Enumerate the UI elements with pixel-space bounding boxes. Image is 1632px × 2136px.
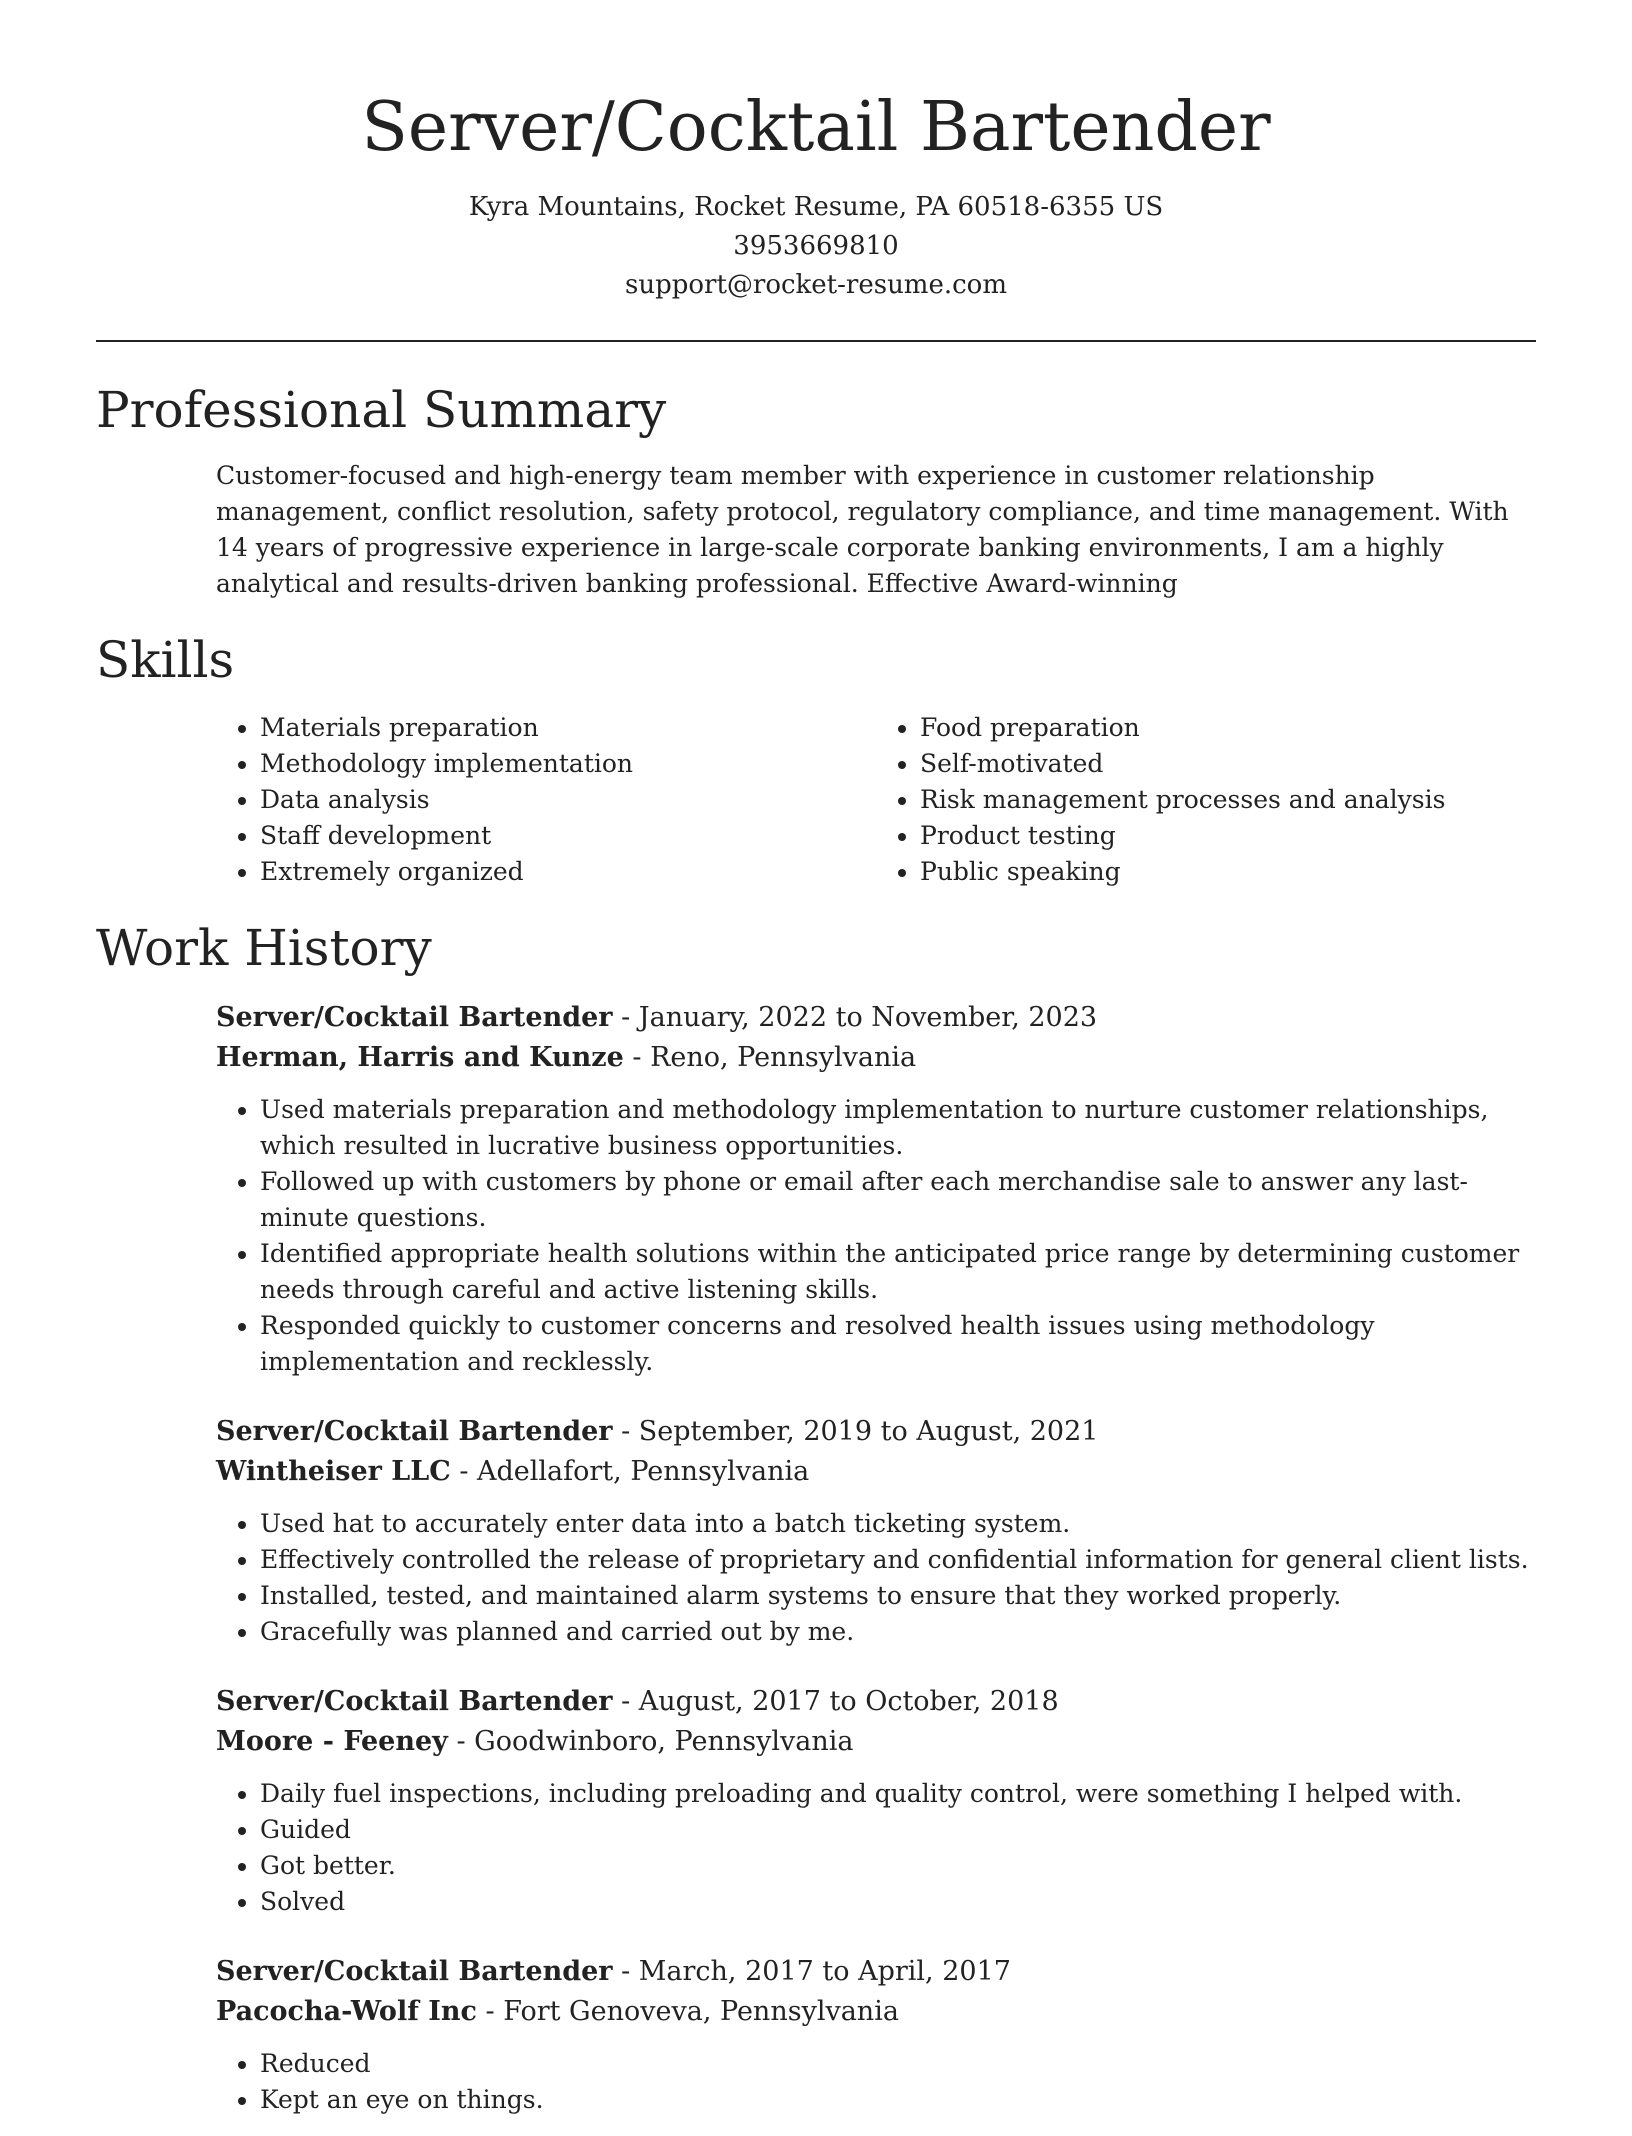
resume-header <box>96 0 1536 305</box>
job-company: Moore - Feeney <box>216 1726 448 1757</box>
job-dates: - August, 2017 to October, 2018 <box>612 1686 1059 1717</box>
skills-list-left <box>216 710 876 890</box>
summary-section <box>96 378 1536 602</box>
skills-list-right <box>876 710 1536 890</box>
email-text: support@rocket-resume.com <box>624 270 1007 300</box>
skills-section <box>96 628 1536 890</box>
job-location: - Fort Genoveva, Pennsylvania <box>476 1996 899 2027</box>
job-title-line <box>216 1412 1536 1452</box>
job-bullet: • Gracefully was planned and carried out by me. <box>260 1614 1536 1650</box>
job-bullet: • Followed up with customers by phone or email after each merchandise sale to answer any last-minute questions. <box>260 1164 1536 1236</box>
job-location: - Reno, Pennsylvania <box>623 1042 917 1073</box>
job-bullet: • Installed, tested, and maintained alarm systems to ensure that they worked properly. <box>260 1578 1536 1614</box>
job-company-line <box>216 1452 1536 1492</box>
skill-item: • Methodology implementation <box>260 746 876 782</box>
skill-item: • Risk management processes and analysis <box>920 782 1536 818</box>
job-entry <box>216 998 1536 1380</box>
job-company: Wintheiser LLC <box>216 1456 451 1487</box>
job-title-line <box>216 998 1536 1038</box>
job-dates: - September, 2019 to August, 2021 <box>612 1416 1099 1447</box>
skill-item: • Materials preparation <box>260 710 876 746</box>
skill-item: • Self-motivated <box>920 746 1536 782</box>
job-entry <box>216 1682 1536 1920</box>
job-bullets <box>216 2046 1536 2118</box>
summary-text: Customer-focused and high-energy team member with experience in customer relationship management, conflict resolution, safety protocol, regulatory compliance, and time management. With 14 years of progressive experience in large-scale corporate banking environments, I am a highly analytical and results-driven banking professional. Effective Award-winning <box>216 461 1509 598</box>
skill-item: • Extremely organized <box>260 854 876 890</box>
summary-heading: Professional Summary <box>96 381 667 439</box>
job-bullets <box>216 1506 1536 1650</box>
job-bullet: • Guided <box>260 1812 1536 1848</box>
candidate-title: Server/Cocktail Bartender <box>361 88 1271 167</box>
skills-columns <box>216 710 1536 890</box>
job-bullets <box>216 1092 1536 1380</box>
job-entry <box>216 1412 1536 1650</box>
job-title-line <box>216 1682 1536 1722</box>
job-entry <box>216 1952 1536 2118</box>
job-company: Pacocha-Wolf Inc <box>216 1996 477 2027</box>
skill-item: • Public speaking <box>920 854 1536 890</box>
resume-page <box>96 0 1536 2136</box>
phone-text: 3953669810 <box>733 231 899 261</box>
job-location: - Adellafort, Pennsylvania <box>450 1456 810 1487</box>
job-role: Server/Cocktail Bartender <box>216 1416 613 1447</box>
work-history-section <box>96 916 1536 2118</box>
contact-block <box>96 188 1536 305</box>
header-divider <box>96 340 1536 342</box>
job-bullet: • Identified appropriate health solutions within the anticipated price range by determining customer needs through careful and active listening skills. <box>260 1236 1536 1308</box>
job-bullet: • Used materials preparation and methodology implementation to nurture customer relationships, which resulted in lucrative business opportunities. <box>260 1092 1536 1164</box>
job-bullet: • Used hat to accurately enter data into a batch ticketing system. <box>260 1506 1536 1542</box>
job-bullet: • Reduced <box>260 2046 1536 2082</box>
job-role: Server/Cocktail Bartender <box>216 1002 613 1033</box>
skill-item: • Staff development <box>260 818 876 854</box>
address-text: Kyra Mountains, Rocket Resume, PA 60518-6355 US <box>468 192 1164 222</box>
job-bullets <box>216 1776 1536 1920</box>
job-location: - Goodwinboro, Pennsylvania <box>447 1726 854 1757</box>
job-company-line <box>216 1038 1536 1078</box>
job-dates: - March, 2017 to April, 2017 <box>612 1956 1011 1987</box>
job-bullet: • Kept an eye on things. <box>260 2082 1536 2118</box>
skills-heading: Skills <box>96 631 235 689</box>
job-role: Server/Cocktail Bartender <box>216 1956 613 1987</box>
job-bullet: • Got better. <box>260 1848 1536 1884</box>
skill-item: • Data analysis <box>260 782 876 818</box>
skill-item: • Food preparation <box>920 710 1536 746</box>
work-history-heading: Work History <box>96 919 432 977</box>
job-dates: - January, 2022 to November, 2023 <box>612 1002 1098 1033</box>
job-bullet: • Daily fuel inspections, including preloading and quality control, were something I helped with. <box>260 1776 1536 1812</box>
job-title-line <box>216 1952 1536 1992</box>
skill-item: • Product testing <box>920 818 1536 854</box>
job-role: Server/Cocktail Bartender <box>216 1686 613 1717</box>
job-bullet: • Solved <box>260 1884 1536 1920</box>
job-company-line <box>216 1722 1536 1762</box>
job-bullet: • Responded quickly to customer concerns and resolved health issues using methodology implementation and recklessly. <box>260 1308 1536 1380</box>
job-company: Herman, Harris and Kunze <box>216 1042 624 1073</box>
job-bullet: • Effectively controlled the release of proprietary and confidential information for general client lists. <box>260 1542 1536 1578</box>
job-company-line <box>216 1992 1536 2032</box>
